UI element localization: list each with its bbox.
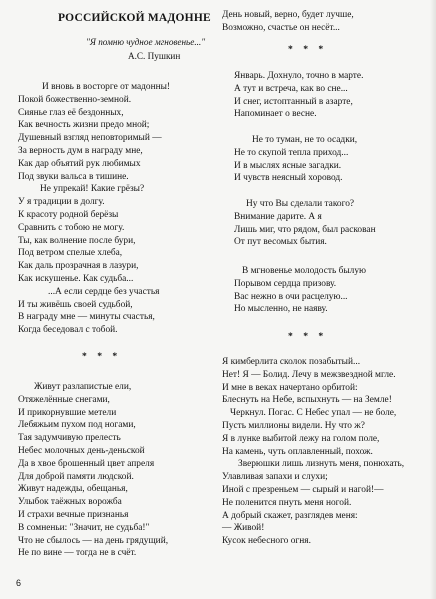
page-number: 6: [16, 578, 22, 588]
poem-line: Что не сбылось — на день грядущий,: [18, 535, 169, 546]
poem-line: К красоту родной берёзы: [18, 209, 119, 220]
poem-line: Не то скупой тепла приход...: [234, 147, 349, 158]
poem-line: Я в лунке выбитой лежу на голом поле,: [222, 433, 380, 444]
poem-line: Сравнить с тобою не могу.: [18, 222, 125, 233]
section-separator-right-1: * * *: [288, 44, 328, 55]
poem-line: Живут разлапистые ели,: [34, 382, 132, 392]
poem-line: Под звуки вальса в тишине.: [18, 171, 129, 182]
poem-line: Сиянье глаз её бездонных,: [18, 107, 124, 118]
poem-line: Как искушенье. Как судьба...: [18, 273, 134, 284]
poem-title: РОССИЙСКОЙ МАДОННЕ: [58, 12, 211, 24]
poem-line: Улавливая запахи и слухи;: [222, 472, 328, 483]
poem-line: У я традиции в долгу.: [18, 197, 105, 208]
poem-line: Я кимберлита сколок позабытый...: [222, 357, 361, 367]
poem-line: И вновь в восторге от мадонны!: [42, 82, 171, 92]
poem-what-did-you-do: [234, 198, 376, 249]
poem-kimberlite: [222, 356, 404, 548]
poem-line: Не то туман, не то осадки,: [252, 135, 358, 145]
poem-line: И мне в веках начертано орбитой:: [222, 382, 358, 393]
poem-line: И в мыслях ясные загадки.: [234, 160, 342, 171]
poem-line: День новый, верно, будет лучше,: [222, 10, 354, 20]
poem-line: В мгновенье молодость былую: [242, 266, 367, 276]
poem-line: А добрый скажет, разглядев меня:: [222, 510, 358, 521]
poem-line: Под ветром спелые хлеба,: [18, 248, 123, 259]
poem-madonna: [18, 81, 170, 337]
poem-line: И снег, истоптанный в азарте,: [234, 96, 353, 107]
section-separator-right-2: * * *: [288, 331, 328, 342]
poem-line: Тая задумчивую прелесть: [18, 433, 121, 444]
poem-line: Январь. Дохнуло, точно в марте.: [234, 71, 364, 81]
poem-moment: [234, 265, 366, 316]
poem-line: Для доброй памяти людской.: [18, 471, 134, 482]
poem-line: И ты живёшь своей судьбой,: [18, 299, 133, 310]
poem-line: Ты, как волнение после бури,: [18, 235, 136, 246]
poem-line: За верность дум в награду мне,: [18, 145, 143, 156]
poem-line: Небес молочных день-деньской: [18, 445, 145, 456]
poem-line: Не поленится пнуть меня ногой.: [222, 497, 352, 508]
poem-line: Душевный взгляд неповторимый —: [18, 133, 162, 144]
poem-line: Как дар объятий рук любимых: [18, 158, 141, 169]
poem-line: Не по вине — тогда не в счёт.: [18, 548, 137, 559]
poem-line: В награду мне — минуты счастья,: [18, 312, 155, 323]
poem-line: Лишь миг, что рядом, был раскован: [234, 224, 376, 235]
poem-fog: [234, 134, 357, 185]
poem-line: Кусок небесного огня.: [222, 536, 311, 547]
poem-line: Да в хвое брошенный цвет апреля: [18, 458, 155, 469]
poem-line: Но мысленно, не наяву.: [234, 304, 328, 315]
poem-line: Иной с презреньем — сырый и нагой!—: [222, 484, 384, 495]
epigraph-author: А.С. Пушкин: [128, 51, 181, 61]
poem-line: ...А если сердце без участья: [48, 286, 160, 297]
poem-line: Напоминает о весне.: [234, 109, 317, 120]
poem-january: [234, 70, 363, 121]
poem-line: Внимание дарите. А я: [234, 211, 322, 222]
poem-line: В сомненьи: "Значит, не судьба!": [18, 522, 150, 533]
poem-continuation: [222, 9, 354, 35]
poem-line: От пут весомых бытия.: [234, 237, 327, 248]
poem-line: Черкнул. Погас. С Небес упал — не боле,: [230, 408, 397, 419]
page-edge-shadow: [430, 0, 436, 599]
poem-line: Улыбок таёжных ворожба: [18, 497, 122, 508]
poem-line: Когда беседовал с тобой.: [18, 325, 118, 336]
poem-line: И чувств неясный хоровод.: [234, 173, 343, 184]
poem-line: Вас нежно в очи расцелую...: [234, 291, 348, 302]
poem-line: Как вечность жизни предо мной;: [18, 120, 150, 131]
poem-spruces: [18, 381, 168, 560]
poem-line: Покой божественно-земной.: [18, 94, 132, 105]
poem-line: На камень, чуть оплавленный, похож.: [222, 446, 373, 457]
poem-line: Живут надежды, обещанья,: [18, 484, 128, 495]
epigraph: "Я помню чудное мгновенье...": [86, 37, 206, 47]
poem-line: Пусть миллионы видели. Ну что ж?: [222, 420, 365, 431]
section-separator: * * *: [82, 351, 122, 362]
poem-line: Зверюшки лишь лизнуть меня, понюхать,: [238, 459, 405, 470]
poem-line: И прикорнувшие метели: [18, 407, 117, 418]
poem-line: Порывом сердца призову.: [234, 278, 337, 289]
poem-line: Ну что Вы сделали такого?: [246, 199, 355, 209]
poem-line: И страхи вечные признанья: [18, 509, 129, 520]
poem-line: Блеснуть на Небе, вспыхнуть — на Земле!: [222, 395, 392, 406]
poem-line: — Живой!: [222, 523, 265, 534]
poem-line: Возможно, счастье он несёт...: [222, 22, 340, 33]
poem-line: Как даль прозрачная в лазури,: [18, 261, 139, 272]
poem-line: Нет! Я — Болид. Лечу в межзвездной мгле.: [222, 369, 396, 380]
poem-line: А тут и встреча, как во сне...: [234, 83, 348, 94]
poem-line: Не упрекай! Какие грёзы?: [40, 184, 145, 195]
poem-line: Отяжелённые снегами,: [18, 394, 110, 405]
poem-line: Лебяжьим пухом под ногами,: [18, 420, 136, 431]
